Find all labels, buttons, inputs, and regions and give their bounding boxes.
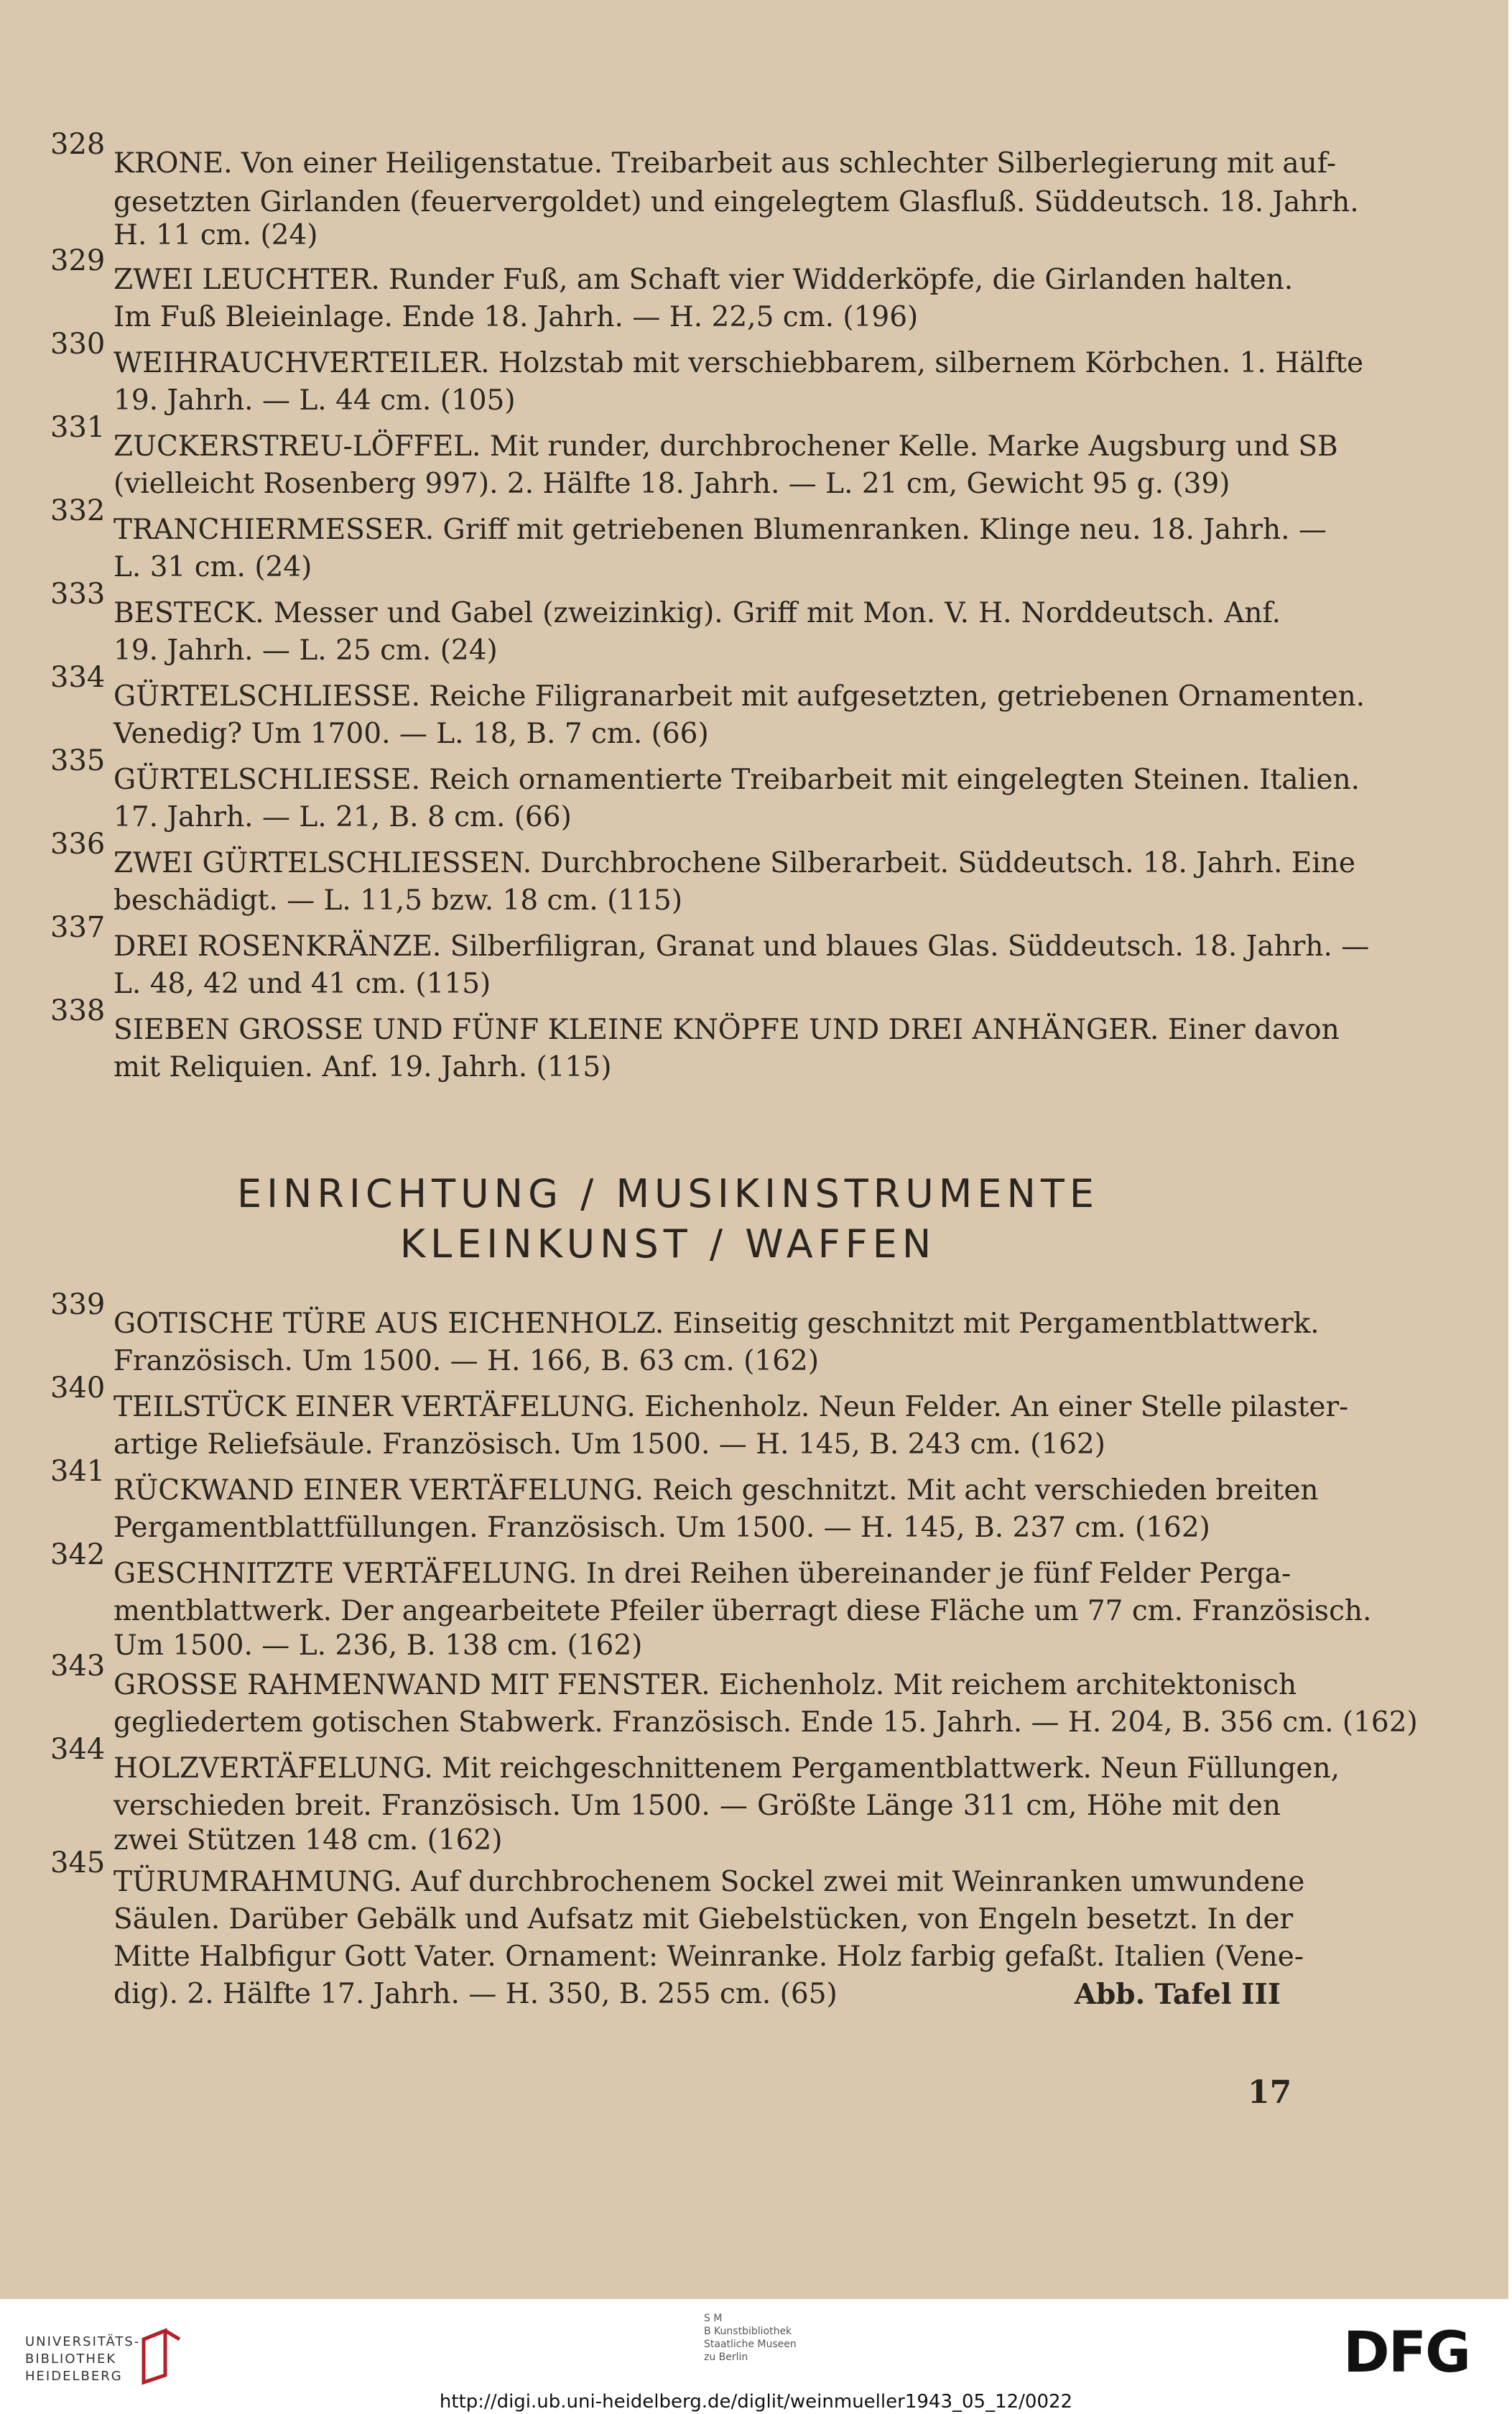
entry-number: 330 xyxy=(50,328,106,361)
entry-line xyxy=(113,1974,1281,2015)
entry-line: 19. Jahrh. — L. 25 cm. (24) xyxy=(113,634,498,667)
smb-text-line: zu Berlin xyxy=(704,2351,748,2363)
smb-text-line: B Kunstbibliothek xyxy=(704,2326,792,2337)
entry-line: 17. Jahrh. — L. 21, B. 8 cm. (66) xyxy=(113,801,572,833)
viewer-footer xyxy=(0,2299,1512,2414)
smb-text-line: S M xyxy=(704,2313,723,2324)
logo-text-line: UNIVERSITÄTS- xyxy=(25,2334,141,2349)
entry-line: beschädigt. — L. 11,5 bzw. 18 cm. (115) xyxy=(113,884,683,917)
entry-line: GESCHNITZTE VERTÄFELUNG. In drei Reihen übereinander je fünf Felder Perga- xyxy=(113,1558,1291,1590)
section-title-line-1: EINRICHTUNG / MUSIKINSTRUMENTE xyxy=(236,1171,1100,1216)
entry-line: TÜRUMRAHMUNG. Auf durchbrochenem Sockel zwei mit Weinranken umwundene xyxy=(113,1866,1305,1898)
entry-line-text: dig). 2. Hälfte 17. Jahrh. — H. 350, B. 255 cm. (65) xyxy=(113,1978,838,2010)
entry-line: L. 31 cm. (24) xyxy=(113,551,312,583)
entry-number: 333 xyxy=(50,578,106,611)
entry-number: 342 xyxy=(50,1538,106,1571)
logo-text-line: BIBLIOTHEK xyxy=(25,2351,117,2367)
entry-number: 328 xyxy=(50,128,106,161)
entry-line: DREI ROSENKRÄNZE. Silberfiligran, Granat und blaues Glas. Süddeutsch. 18. Jahrh. — xyxy=(113,930,1370,963)
entry-line: gegliedertem gotischen Stabwerk. Französisch. Ende 15. Jahrh. — H. 204, B. 356 cm. (162) xyxy=(113,1706,1418,1739)
entry-line: gesetzten Girlanden (feuervergoldet) und eingelegtem Glasfluß. Süddeutsch. 18. Jahrh. xyxy=(113,186,1359,218)
plate-reference: Abb. Tafel III xyxy=(1074,1978,1281,2011)
entry-line: KRONE. Von einer Heiligenstatue. Treibarbeit aus schlechter Silberlegierung mit auf- xyxy=(113,147,1337,180)
entry-number: 331 xyxy=(50,411,106,444)
section-title-line-2: KLEINKUNST / WAFFEN xyxy=(399,1221,937,1267)
smb-text-line: Staatliche Museen xyxy=(704,2339,797,2350)
entry-line: Im Fuß Bleieinlage. Ende 18. Jahrh. — H. 22,5 cm. (196) xyxy=(113,301,919,333)
university-emblem-icon xyxy=(136,2325,187,2390)
entry-line: L. 48, 42 und 41 cm. (115) xyxy=(113,968,491,1000)
dfg-logo[interactable]: DFG xyxy=(1343,2321,1470,2385)
entry-number: 340 xyxy=(50,1372,106,1405)
entry-number: 341 xyxy=(50,1455,106,1488)
entry-number: 332 xyxy=(50,494,106,527)
entry-line: Pergamentblattfüllungen. Französisch. Um 1500. — H. 145, B. 237 cm. (162) xyxy=(113,1512,1210,1544)
entry-line: zwei Stützen 148 cm. (162) xyxy=(113,1824,503,1856)
entry-line: ZWEI LEUCHTER. Runder Fuß, am Schaft vier Widderköpfe, die Girlanden halten. xyxy=(113,264,1294,296)
entry-line: (vielleicht Rosenberg 997). 2. Hälfte 18. Jahrh. — L. 21 cm, Gewicht 95 g. (39) xyxy=(113,468,1230,500)
entry-line: Um 1500. — L. 236, B. 138 cm. (162) xyxy=(113,1629,643,1662)
source-url-link[interactable]: http://digi.ub.uni-heidelberg.de/diglit/weinmueller1943_05_12/0022 xyxy=(439,2391,1073,2413)
entry-number: 343 xyxy=(50,1650,106,1683)
entry-line: SIEBEN GROSSE UND FÜNF KLEINE KNÖPFE UND DREI ANHÄNGER. Einer davon xyxy=(113,1014,1340,1046)
entry-number: 334 xyxy=(50,661,106,694)
logo-text-line: HEIDELBERG xyxy=(25,2369,123,2384)
entry-line: WEIHRAUCHVERTEILER. Holzstab mit verschiebbarem, silbernem Körbchen. 1. Hälfte xyxy=(113,347,1364,379)
entry-line: GÜRTELSCHLIESSE. Reiche Filigranarbeit mit aufgesetzten, getriebenen Ornamenten. xyxy=(113,680,1365,713)
entry-line: GROSSE RAHMENWAND MIT FENSTER. Eichenholz. Mit reichem architektonisch xyxy=(113,1669,1297,1701)
entry-number: 344 xyxy=(50,1733,106,1766)
entry-line: Französisch. Um 1500. — H. 166, B. 63 cm. (162) xyxy=(113,1345,820,1377)
entry-line: H. 11 cm. (24) xyxy=(113,219,318,251)
entry-number: 329 xyxy=(50,244,106,277)
entry-line: TRANCHIERMESSER. Griff mit getriebenen Blumenranken. Klinge neu. 18. Jahrh. — xyxy=(113,514,1327,546)
entry-number: 339 xyxy=(50,1288,106,1321)
entry-line: ZUCKERSTREU-LÖFFEL. Mit runder, durchbrochener Kelle. Marke Augsburg und SB xyxy=(113,430,1338,463)
entry-number: 336 xyxy=(50,828,106,861)
entry-line: BESTECK. Messer und Gabel (zweizinkig). Griff mit Mon. V. H. Norddeutsch. Anf. xyxy=(113,597,1281,629)
entry-line: GÜRTELSCHLIESSE. Reich ornamentierte Treibarbeit mit eingelegten Steinen. Italien. xyxy=(113,764,1360,796)
entry-line: ZWEI GÜRTELSCHLIESSEN. Durchbrochene Silberarbeit. Süddeutsch. 18. Jahrh. Eine xyxy=(113,847,1355,879)
entry-number: 338 xyxy=(50,994,106,1027)
entry-line: RÜCKWAND EINER VERTÄFELUNG. Reich geschnitzt. Mit acht verschieden breiten xyxy=(113,1474,1319,1507)
entry-line: Venedig? Um 1700. — L. 18, B. 7 cm. (66) xyxy=(113,718,709,750)
entry-line: HOLZVERTÄFELUNG. Mit reichgeschnittenem Pergamentblattwerk. Neun Füllungen, xyxy=(113,1752,1340,1785)
page-number: 17 xyxy=(1248,2074,1292,2111)
entry-line: 19. Jahrh. — L. 44 cm. (105) xyxy=(113,384,516,417)
entry-line: artige Reliefsäule. Französisch. Um 1500. — H. 145, B. 243 cm. (162) xyxy=(113,1428,1105,1461)
smb-kunstbibliothek-logo[interactable] xyxy=(704,2312,862,2364)
entry-number: 345 xyxy=(50,1846,106,1879)
entry-line: mentblattwerk. Der angearbeitete Pfeiler überragt diese Fläche um 77 cm. Französisch. xyxy=(113,1595,1372,1627)
entry-line: Mitte Halbfigur Gott Vater. Ornament: Weinranke. Holz farbig gefaßt. Italien (Vene- xyxy=(113,1941,1304,1973)
entry-number: 337 xyxy=(50,911,106,944)
entry-line: GOTISCHE TÜRE AUS EICHENHOLZ. Einseitig geschnitzt mit Pergamentblattwerk. xyxy=(113,1308,1319,1340)
entry-line: mit Reliquien. Anf. 19. Jahrh. (115) xyxy=(113,1051,612,1083)
entry-line: TEILSTÜCK EINER VERTÄFELUNG. Eichenholz. Neun Felder. An einer Stelle pilaster- xyxy=(113,1391,1349,1423)
entry-line: Säulen. Darüber Gebälk und Aufsatz mit Giebelstücken, von Engeln besetzt. In der xyxy=(113,1903,1294,1936)
entry-line: verschieden breit. Französisch. Um 1500. — Größte Länge 311 cm, Höhe mit den xyxy=(113,1790,1281,1822)
entry-number: 335 xyxy=(50,744,106,777)
